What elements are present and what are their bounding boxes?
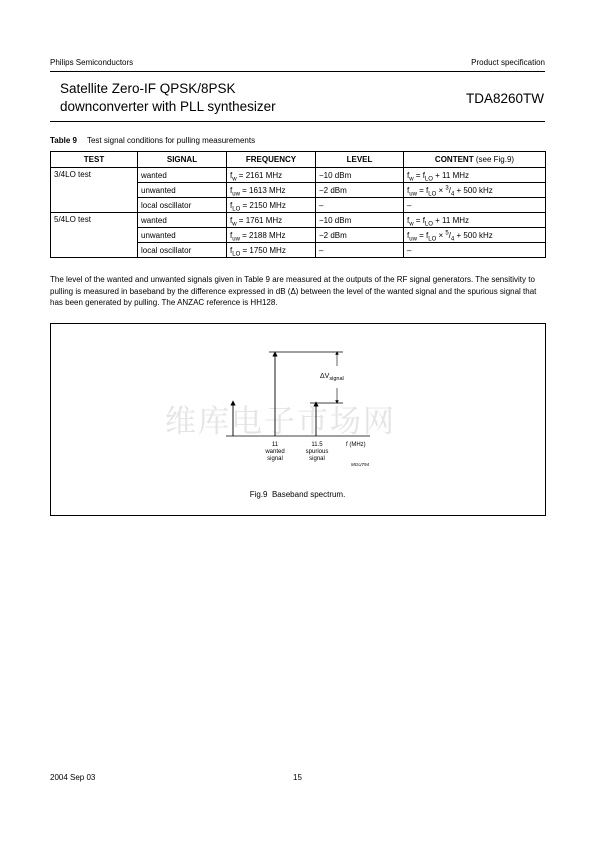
signal-cell: local oscillator bbox=[138, 198, 227, 213]
frequency-cell: $f_{LO} = 2150$ MHz bbox=[227, 198, 316, 213]
col-header-content-label: CONTENT bbox=[434, 155, 474, 164]
document-title-line1: Satellite Zero-IF QPSK/8PSK bbox=[60, 81, 236, 96]
level-cell: −10 dBm bbox=[316, 213, 404, 228]
test-cell: 5/4LO test bbox=[51, 213, 138, 258]
level-cell: −10 dBm bbox=[316, 168, 404, 183]
col-header-level: LEVEL bbox=[316, 152, 404, 168]
body-paragraph: The level of the wanted and unwanted signals given in Table 9 are measured at the outputs of the RF signal generators. The sensitivity to pulling is measured in baseband by the difference expressed in dB (Δ) between the level of the wanted signal and the spurious signal that has been generated by pulling. The ANZAC reference is HH128. bbox=[50, 275, 537, 307]
test-cell: 3/4LO test bbox=[51, 168, 138, 213]
content-cell: $f_{uw} = f_{LO} \times ^5/_4 + 500$ kHz bbox=[404, 228, 546, 243]
wanted-label-2: signal bbox=[267, 456, 283, 462]
signal-cell: unwanted bbox=[138, 228, 227, 243]
content-cell: – bbox=[404, 243, 546, 258]
delta-v-label: $\Delta V_{signal}$ bbox=[320, 373, 344, 382]
col-header-frequency: FREQUENCY bbox=[227, 152, 316, 168]
signal-cell: unwanted bbox=[138, 183, 227, 198]
content-cell: $f_w = f_{LO} + 11$ MHz bbox=[404, 213, 546, 228]
company-name: Philips Semiconductors bbox=[50, 58, 134, 67]
level-cell: – bbox=[316, 198, 404, 213]
axis-label: f (MHz) bbox=[346, 442, 366, 448]
signal-cell: wanted bbox=[138, 168, 227, 183]
spurious-freq-label: 11.5 bbox=[311, 442, 323, 448]
frequency-cell: $f_{LO} = 1750$ MHz bbox=[227, 243, 316, 258]
figure-caption bbox=[0, 490, 595, 499]
table-caption-text: Test signal conditions for pulling measurements bbox=[86, 136, 256, 145]
col-header-test: TEST bbox=[51, 152, 138, 168]
frequency-cell: $f_{uw} = 2188$ MHz bbox=[227, 228, 316, 243]
frequency-cell: $f_w = 2161$ MHz bbox=[227, 168, 316, 183]
spurious-label-1: spurious bbox=[305, 449, 329, 455]
content-cell: – bbox=[404, 198, 546, 213]
content-cell: $f_{uw} = f_{LO} \times ^3/_4 + 500$ kHz bbox=[404, 183, 546, 198]
level-cell: −2 dBm bbox=[316, 183, 404, 198]
watermark-text: 维库电子市场网 bbox=[165, 404, 396, 440]
col-header-content-ref: (see Fig.9) bbox=[475, 155, 515, 164]
wanted-freq-label: 11 bbox=[271, 442, 279, 448]
level-cell: – bbox=[316, 243, 404, 258]
page-number: 15 bbox=[293, 773, 302, 782]
col-header-signal: SIGNAL bbox=[138, 152, 227, 168]
table-label: Table 9 bbox=[50, 136, 77, 145]
level-cell: −2 dBm bbox=[316, 228, 404, 243]
footer-date: 2004 Sep 03 bbox=[50, 773, 96, 782]
frequency-cell: $f_w = 1761$ MHz bbox=[227, 213, 316, 228]
part-number: TDA8260TW bbox=[465, 91, 544, 106]
document-type: Product specification bbox=[471, 58, 545, 67]
figure-code: MGU794 bbox=[351, 462, 370, 467]
wanted-label-1: wanted bbox=[265, 449, 285, 455]
frequency-cell: $f_{uw} = 1613$ MHz bbox=[227, 183, 316, 198]
document-title-line2: downconverter with PLL synthesizer bbox=[60, 99, 276, 114]
figure-caption-text: Baseband spectrum. bbox=[271, 490, 346, 499]
figure-caption-label: Fig.9 bbox=[249, 490, 268, 499]
content-cell: $f_w = f_{LO} + 11$ MHz bbox=[404, 168, 546, 183]
signal-cell: local oscillator bbox=[138, 243, 227, 258]
signal-cell: wanted bbox=[138, 213, 227, 228]
spurious-label-2: signal bbox=[309, 456, 325, 462]
